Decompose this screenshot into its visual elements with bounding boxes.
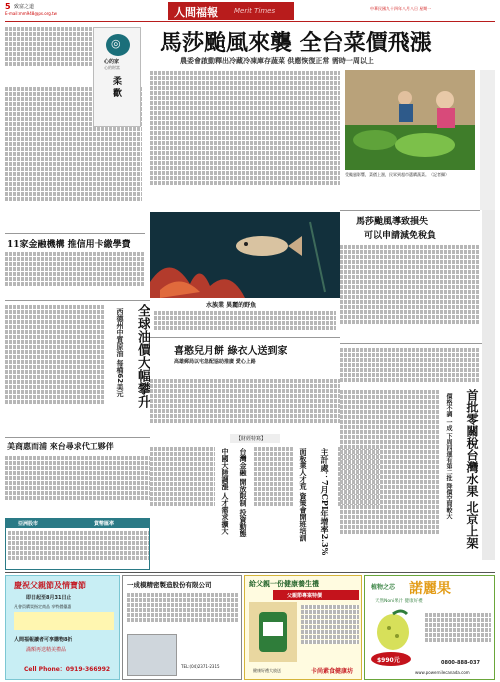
ad3-title: 給父親一份健康養生禮 <box>249 579 319 588</box>
veg-photo <box>345 70 475 170</box>
rates-title-right: 貨幣匯率 <box>94 521 115 527</box>
masthead-cn: 人間福報 <box>174 6 218 19</box>
page-number: 5 <box>5 2 11 11</box>
vertical-head-1: 中國大陸調漲 人才需求擴大 <box>221 448 230 535</box>
ad-precision-company[interactable] <box>122 575 242 680</box>
vertical-head-3: 面板業人才荒 資策會開班培訓 <box>299 448 308 542</box>
section-title: 致富之道 <box>14 4 35 10</box>
ad4-brand: 諾麗果 <box>409 581 451 597</box>
ad3-body <box>301 604 359 658</box>
ad2-body <box>127 592 239 632</box>
column-logo <box>106 34 130 56</box>
masthead-logo <box>168 2 294 20</box>
rates-header <box>6 519 150 528</box>
tax-body <box>340 244 480 340</box>
header-rule <box>5 21 495 22</box>
ad2-phone[interactable]: TEL:(04)2371-2315 <box>181 664 220 669</box>
ad-noni-fruit[interactable] <box>364 575 495 680</box>
story-rule <box>5 233 145 234</box>
rates-rows <box>8 530 149 568</box>
section-label-box <box>230 434 280 443</box>
tax-subhead: 可以申請減免稅負 <box>364 231 437 241</box>
ad1-line3: 人間福報讀者可享購物8折 <box>14 637 73 643</box>
feature-body-2 <box>254 446 294 568</box>
ad3-product-image <box>249 602 297 662</box>
tax-story <box>340 210 480 342</box>
ad3-banner <box>273 590 359 600</box>
fish-caption: 水族業 異麗的野魚 <box>206 302 257 309</box>
ad1-highlight <box>14 612 114 630</box>
veg-photo-caption: 受颱風影響，菜價上漲，民眾到超市選購蔬菜。（記者攝） <box>345 172 449 177</box>
fish-photo <box>150 212 340 298</box>
ad3-line1: 父親節專案特價 <box>287 593 323 599</box>
rates-table <box>5 518 150 570</box>
middle-body <box>150 378 340 433</box>
vegetable-market-image <box>345 70 475 170</box>
masthead-en: Merit Times <box>234 7 276 15</box>
feature-body-1 <box>150 446 215 568</box>
vertical-head-4: 主計處：7月CPI年增率2.3% <box>320 448 330 556</box>
ad-fathers-day[interactable] <box>5 575 120 680</box>
ad4-price-badge <box>371 652 411 666</box>
column-author: 柔 歡 <box>111 76 121 98</box>
fruit-story <box>340 343 482 570</box>
health-product-icon <box>249 602 297 662</box>
ad3-line2: 卡尚素食健康坊 <box>311 668 354 675</box>
main-headline: 馬莎颱風來襲 全台菜價飛漲 <box>160 30 432 56</box>
mooncake-headline: 喜憨兒月餅 綠衣人送到家 <box>174 346 288 357</box>
oil-story <box>5 300 150 435</box>
story-rule <box>5 437 150 438</box>
ad1-line2: 凡會員購買指定商品 享特價優惠 <box>14 604 72 609</box>
fish-image <box>150 212 340 298</box>
right-edge-column <box>482 210 495 560</box>
date-line: 中華民國九十四年八月八日 星期一 <box>370 6 432 11</box>
fruit-headline: 首批零關稅台灣水果 北京上架 <box>465 389 479 550</box>
whirlpool-body <box>5 455 150 515</box>
mooncake-story <box>150 340 340 376</box>
ad1-line4: 滿額再送精美禮品 <box>26 647 67 653</box>
tax-headline: 馬莎颱風導致損失 <box>356 217 429 227</box>
oil-subhead: 西德州中質原油 每桶62美元 <box>116 308 124 398</box>
ad2-product-image <box>127 634 177 676</box>
column-name: 心的家 <box>104 59 120 65</box>
column-sub: 心的財富 <box>104 65 120 70</box>
oil-headline: 全球油價大幅攀升 <box>135 304 150 408</box>
fish-caption-box <box>150 298 340 338</box>
vertical-text-block <box>5 26 95 76</box>
ad4-phone[interactable]: 0800-888-037 <box>441 660 480 666</box>
mooncake-subhead: 高雄郵局以宅急配協助推廣 愛心上路 <box>174 359 256 365</box>
ad1-line1: 即日起至8月31日止 <box>26 595 72 601</box>
page-header <box>0 0 500 22</box>
ad1-title: 慶祝父親節及情寶節 <box>14 580 86 590</box>
ad-health-gift[interactable] <box>244 575 362 680</box>
caption-text <box>154 310 336 336</box>
main-body <box>150 70 340 210</box>
ad4-brand-small: 植物之芯 <box>371 584 396 591</box>
column-logo-icon: ◎ <box>111 37 121 50</box>
ad1-phone[interactable]: Cell Phone：0919-366992 <box>24 666 111 673</box>
ads-rule <box>5 572 495 573</box>
ad4-fruit-image <box>371 608 421 652</box>
ad4-body <box>425 612 491 656</box>
story-body <box>5 251 145 296</box>
whirlpool-story <box>5 437 150 517</box>
story-rule <box>340 210 480 211</box>
section-email: E-mail:mm948@ps.org.tw <box>5 11 57 16</box>
rates-title-left: 亞洲股市 <box>18 521 39 527</box>
ad4-price: $990元 <box>377 657 400 664</box>
main-story <box>150 24 495 210</box>
oil-body-left <box>5 304 105 432</box>
fish-illustration <box>150 212 340 298</box>
ad3-line3: 健康好禮大放送 <box>253 668 281 673</box>
whirlpool-headline: 美商惠而浦 來台尋求代工夥伴 <box>7 441 114 451</box>
story-rule <box>5 300 150 301</box>
ad4-url[interactable]: www.powernilecanada.com <box>415 670 470 675</box>
column-box <box>93 27 141 127</box>
fruit-subhead: 價格不調 一成 下周四運有第二批 降價空間較大 <box>445 393 452 520</box>
story-rule <box>340 343 482 344</box>
fruit-body <box>340 389 440 567</box>
side-icon-strip <box>480 70 495 210</box>
vertical-head-2: 台灣金融 開放限制 投資動態 <box>239 448 248 537</box>
story-headline: 11家金融機構 推信用卡繳學費 <box>7 240 131 250</box>
section-label: 【財經特寫】 <box>236 436 267 442</box>
fruit-body-top <box>340 347 480 387</box>
noni-fruit-icon <box>371 608 421 652</box>
ad2-title: 一成模精密製造股份有限公司 <box>127 581 212 589</box>
mooncake-body <box>150 378 340 433</box>
credit-card-story <box>5 233 145 298</box>
main-subhead: 農委會啟動釋出冷藏冷凍庫存蔬菜 供應恢復正常 需時一周以上 <box>180 57 374 65</box>
ad4-tag: 天然Noni果汁 健康好禮 <box>375 599 423 604</box>
